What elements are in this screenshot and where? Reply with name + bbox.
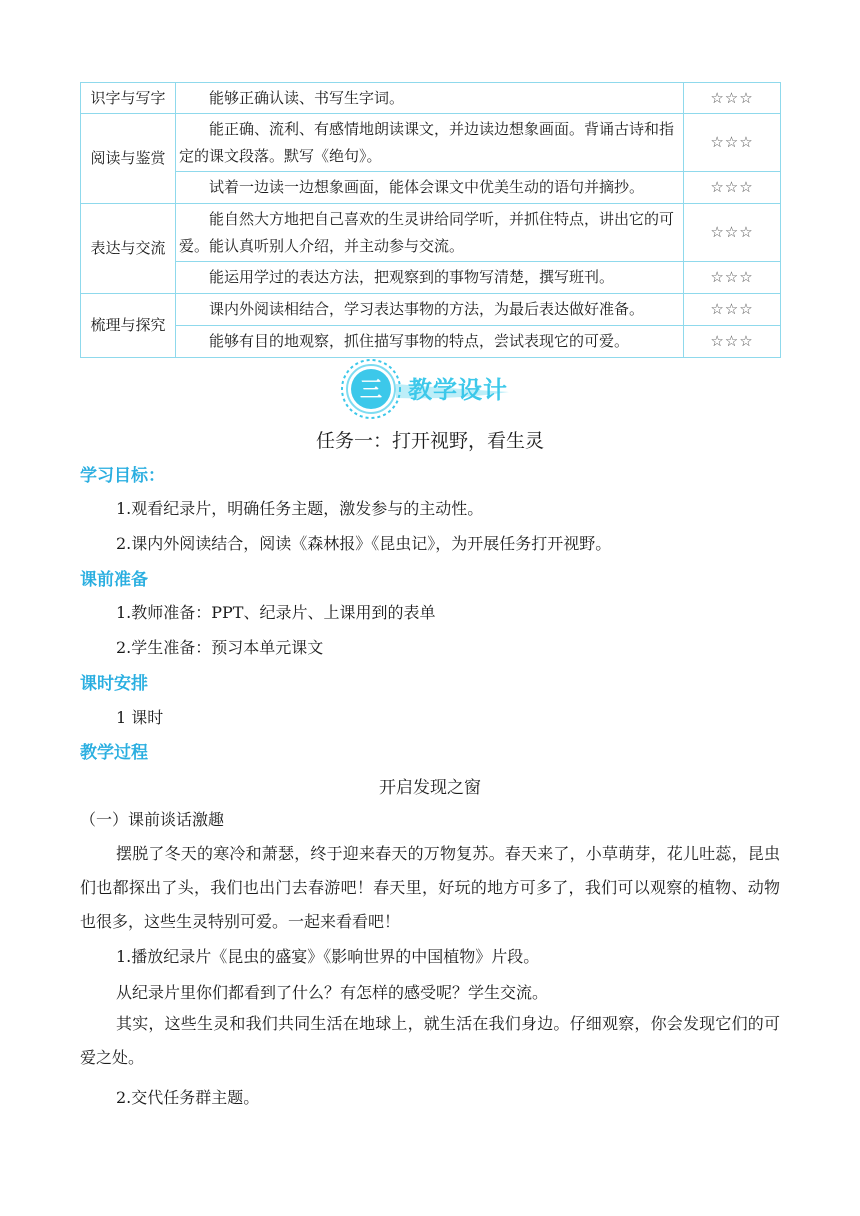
process-heading: 教学过程 xyxy=(80,743,148,763)
schedule-text: 1 课时 xyxy=(116,708,164,727)
criterion-cell xyxy=(176,172,684,204)
step-item: 1.播放纪录片《昆虫的盛宴》《影响世界的中国植物》片段。 xyxy=(116,947,540,966)
criterion-text: 能够有目的地观察，抓住描写事物的特点，尝试表现它的可爱。 xyxy=(209,332,630,350)
category-cell: 表达与交流 xyxy=(81,204,176,294)
question-text: 从纪录片里你们都看到了什么？有怎样的感受呢？学生交流。 xyxy=(116,983,549,1002)
table-row xyxy=(81,262,781,294)
closing-paragraph: 其实，这些生灵和我们共同生活在地球上，就生活在我们身边。仔细观察，你会发现它们的可爱之处。 xyxy=(80,1014,780,1067)
table-row xyxy=(81,172,781,204)
star-rating: ☆☆☆ xyxy=(684,204,781,262)
criterion-cell xyxy=(176,326,684,358)
criterion-cell xyxy=(176,262,684,294)
intro-paragraph: 摆脱了冬天的寒冷和萧瑟，终于迎来春天的万物复苏。春天来了，小草萌芽，花儿吐蕊，昆虫们也都探出了头，我们也出门去春游吧！春天里，好玩的地方可多了，我们可以观察的植物、动物也很多，这些生灵特别可爱。一起来看看吧！ xyxy=(80,844,780,931)
goal-item: 2.课内外阅读结合，阅读《森林报》《昆虫记》，为开展任务打开视野。 xyxy=(116,534,612,553)
table-row xyxy=(81,83,781,114)
star-rating: ☆☆☆ xyxy=(684,172,781,204)
prep-item: 2.学生准备：预习本单元课文 xyxy=(116,638,324,657)
task-title: 任务一：打开视野，看生灵 xyxy=(315,430,544,452)
criterion-text: 能自然大方地把自己喜欢的生灵讲给同学听，并抓住特点，讲出它的可爱。能认真听别人介绍，并主动参与交流。 xyxy=(179,209,675,255)
criterion-text: 能够正确认读、书写生字词。 xyxy=(209,88,405,107)
criterion-cell xyxy=(176,204,684,262)
table-row xyxy=(81,204,781,262)
star-rating: ☆☆☆ xyxy=(684,262,781,294)
process-subtitle: 开启发现之窗 xyxy=(379,778,481,798)
star-rating: ☆☆☆ xyxy=(684,294,781,326)
category-cell: 阅读与鉴赏 xyxy=(81,114,176,204)
category-cell: 识字与写字 xyxy=(81,83,176,114)
goals-heading: 学习目标： xyxy=(80,466,165,486)
banner-title: 教学设计 xyxy=(408,376,508,404)
star-rating: ☆☆☆ xyxy=(684,114,781,172)
goal-item: 1.观看纪录片，明确任务主题，激发参与的主动性。 xyxy=(116,499,484,518)
star-rating: ☆☆☆ xyxy=(684,326,781,358)
table-row xyxy=(81,114,781,172)
prep-item: 1.教师准备：PPT、纪录片、上课用到的表单 xyxy=(116,603,436,622)
table-row xyxy=(81,294,781,326)
criterion-text: 试着一边读一边想象画面，能体会课文中优美生动的语句并摘抄。 xyxy=(209,178,645,196)
schedule-heading: 课时安排 xyxy=(80,674,148,694)
criterion-cell xyxy=(176,294,684,326)
criterion-text: 能运用学过的表达方法，把观察到的事物写清楚，撰写班刊。 xyxy=(209,268,615,286)
criterion-cell xyxy=(176,114,684,172)
criterion-cell xyxy=(176,83,684,114)
criterion-text: 课内外阅读相结合，学习表达事物的方法，为最后表达做好准备。 xyxy=(209,300,645,318)
category-cell: 梳理与探究 xyxy=(81,294,176,358)
table-row xyxy=(81,326,781,358)
evaluation-table xyxy=(80,82,781,358)
step-item: 2.交代任务群主题。 xyxy=(116,1088,260,1107)
prep-heading: 课前准备 xyxy=(80,570,148,590)
banner-number: 三 xyxy=(359,378,383,403)
star-rating: ☆☆☆ xyxy=(684,83,781,114)
part-title: （一）课前谈话激趣 xyxy=(80,810,225,829)
criterion-text: 能正确、流利、有感情地朗读课文，并边读边想象画面。背诵古诗和指定的课文段落。默写《绝句》。 xyxy=(179,119,675,165)
